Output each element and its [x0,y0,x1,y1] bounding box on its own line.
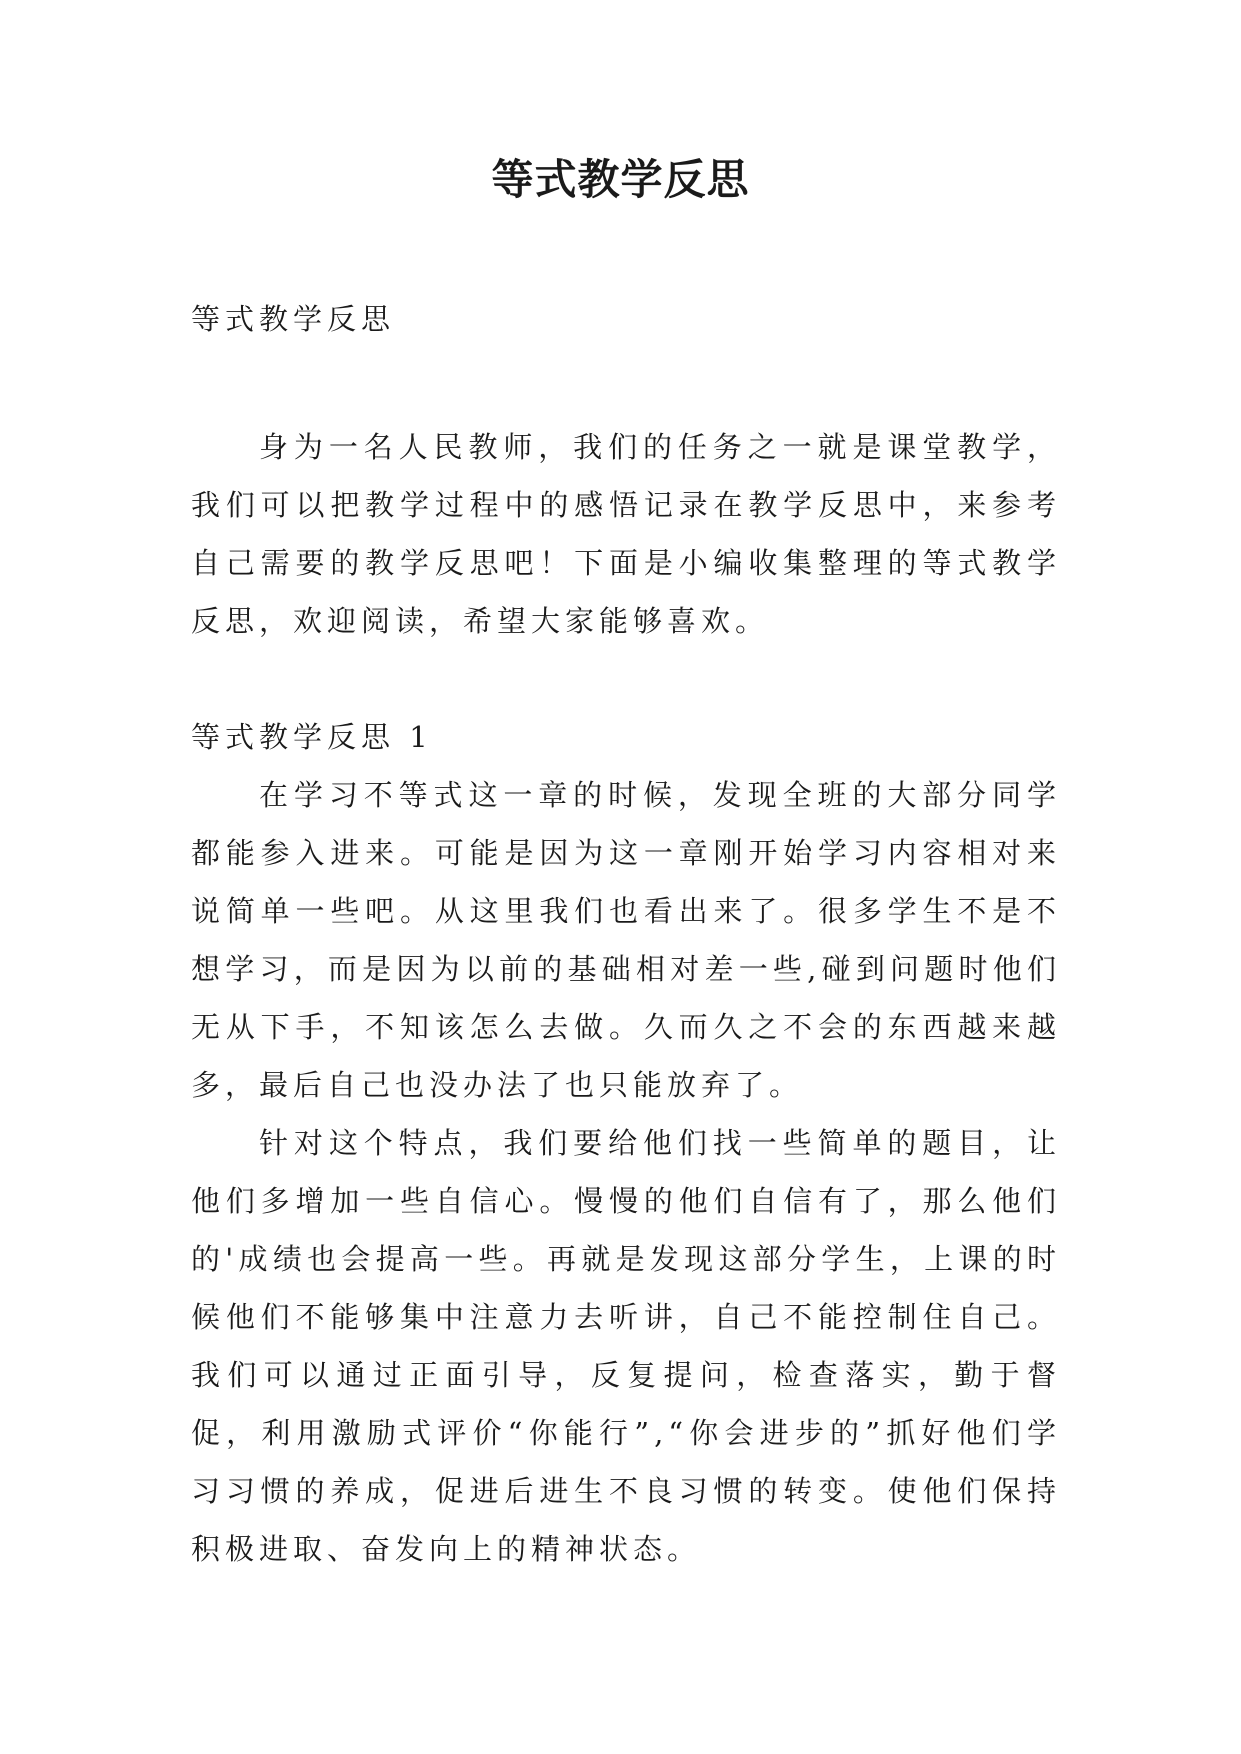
intro-paragraph: 身为一名人民教师，我们的任务之一就是课堂教学，我们可以把教学过程中的感悟记录在教学反思中，来参考自己需要的教学反思吧！下面是小编收集整理的等式教学反思，欢迎阅读，希望大家能够喜欢。 [191,430,1061,638]
section-heading: 等式教学反思 1 [191,720,433,754]
body-paragraph: 在学习不等式这一章的时候，发现全班的大部分同学都能参入进来。可能是因为这一章刚开始学习内容相对来说简单一些吧。从这里我们也看出来了。很多学生不是不想学习，而是因为以前的基础相对差一些,碰到问题时他们无从下手，不知该怎么去做。久而久之不会的东西越来越多，最后自己也没办法了也只能放弃了。 [191,778,1061,1102]
spacer [191,348,1061,406]
spacer [191,650,1061,708]
document-title: 等式教学反思 [491,155,750,204]
document-body [191,290,1061,1578]
body-paragraph: 针对这个特点，我们要给他们找一些简单的题目，让他们多增加一些自信心。慢慢的他们自信有了，那么他们的'成绩也会提高一些。再就是发现这部分学生，上课的时候他们不能够集中注意力去听讲，自己不能控制住自己。我们可以通过正面引导，反复提问，检查落实，勤于督促，利用激励式评价“你能行”,“你会进步的”抓好他们学习习惯的养成，促进后进生不良习惯的转变。使他们保持积极进取、奋发向上的精神状态。 [191,1126,1061,1566]
document-subtitle: 等式教学反思 [191,302,396,336]
